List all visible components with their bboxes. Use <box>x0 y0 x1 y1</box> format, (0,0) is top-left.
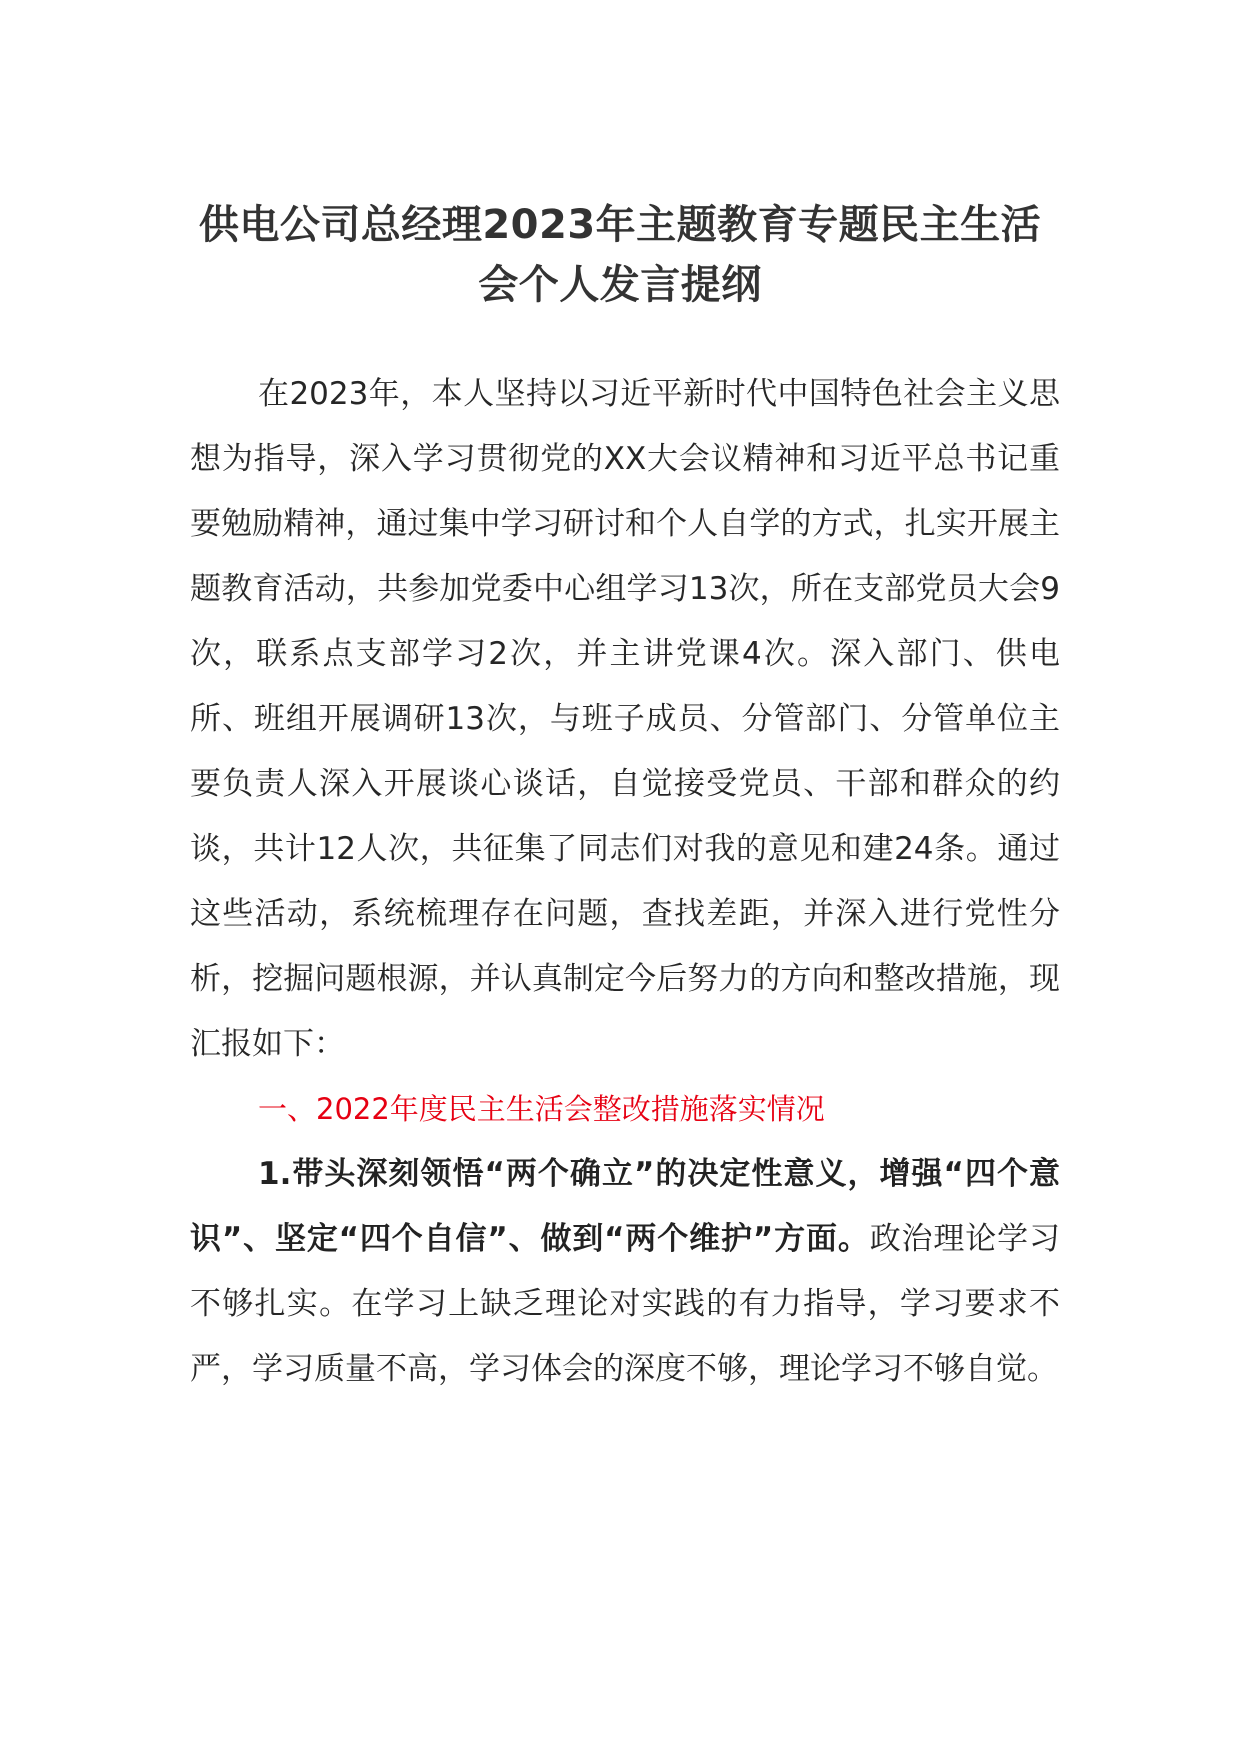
item-1-text: 政治理论学习不够扎实。在学习上缺乏理论对实践的有力指导，学习要求不严，学习质量不高，学习体会的深度不够，理论学习不够自觉。 <box>190 1221 1060 1387</box>
item-1-heading: 1.带头深刻领悟“两个确立”的决定性意义，增强“四个意识”、坚定“四个自信”、做到“两个维护”方面。 <box>190 1156 1060 1257</box>
intro-paragraph: 在2023年，本人坚持以习近平新时代中国特色社会主义思想为指导，深入学习贯彻党的XX大会议精神和习近平总书记重要勉励精神，通过集中学习研讨和个人自学的方式，扎实开展主题教育活动，共参加党委中心组学习13次，所在支部党员大会9次，联系点支部学习2次，并主讲党课4次。深入部门、供电所、班组开展调研13次，与班子成员、分管部门、分管单位主要负责人深入开展谈心谈话，自觉接受党员、干部和群众的约谈，共计12人次，共征集了同志们对我的意见和建24条。通过这些活动，系统梳理存在问题，查找差距，并深入进行党性分析，挖掘问题根源，并认真制定今后努力的方向和整改措施，现汇报如下： <box>190 376 1060 1062</box>
document-body <box>190 362 1060 1402</box>
section-heading: 一、2022年度民主生活会整改措施落实情况 <box>258 1092 825 1126</box>
document-title: 供电公司总经理2023年主题教育专题民主生活会个人发言提纲 <box>198 202 1042 308</box>
item-1-paragraph <box>190 1142 1060 1402</box>
